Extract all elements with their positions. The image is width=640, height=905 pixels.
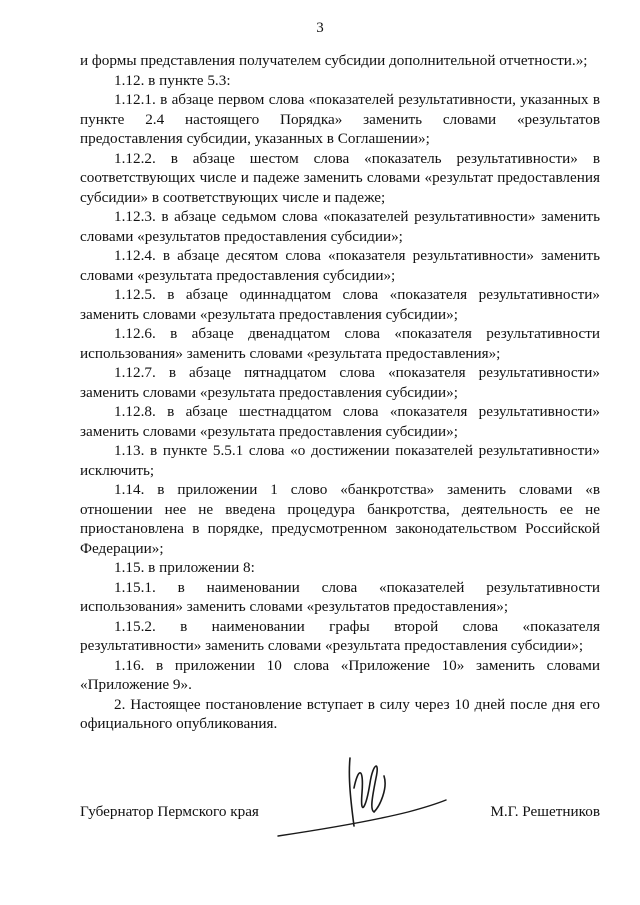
paragraph: 1.12.3. в абзаце седьмом слова «показателей результативности» заменить словами «результатов предоставления субсидии»; xyxy=(80,208,600,245)
paragraph: 1.15.1. в наименовании слова «показателей результативности использования» заменить словами «результатов предоставления»; xyxy=(80,578,600,615)
paragraph: 1.16. в приложении 10 слова «Приложение 10» заменить словами «Приложение 9». xyxy=(80,656,600,693)
paragraph: 1.13. в пункте 5.5.1 слова «о достижении показателей результативности» исключить; xyxy=(80,442,600,479)
signatory-title: Губернатор Пермского края xyxy=(80,803,259,820)
paragraph: 1.12.6. в абзаце двенадцатом слова «показателя результативности использования» заменить словами «результата предоставления»; xyxy=(80,325,600,362)
paragraph: 1.12.4. в абзаце десятом слова «показателя результативности» заменить словами «результата предоставления субсидии»; xyxy=(80,247,600,284)
paragraph: 1.14. в приложении 1 слово «банкротства» заменить словами «в отношении нее не введена процедура банкротства, деятельность ее не приостановлена в порядке, предусмотренном законодательством Российской Федерации»; xyxy=(80,481,600,557)
paragraph: 1.12.8. в абзаце шестнадцатом слова «показателя результативности» заменить словами «результата предоставления субсидии»; xyxy=(80,403,600,440)
page-number: 3 xyxy=(316,20,324,36)
document-body xyxy=(80,51,600,734)
paragraph: 1.15. в приложении 8: xyxy=(114,559,255,576)
handwritten-signature xyxy=(258,748,458,853)
signatory-name: М.Г. Решетников xyxy=(490,803,600,820)
paragraph: 1.12. в пункте 5.3: xyxy=(114,71,231,89)
paragraph: и формы представления получателем субсидии дополнительной отчетности.»; xyxy=(80,52,588,69)
paragraph: 1.12.2. в абзаце шестом слова «показатель результативности» в соответствующих числе и падеже заменить словами «результат предоставления субсидии» в соответствующих числе и падеже; xyxy=(80,149,600,206)
paragraph: 1.12.1. в абзаце первом слова «показателей результативности, указанных в пункте 2.4 настоящего Порядка» заменить словами «результатов предоставления субсидии, указанных в Соглашении»; xyxy=(80,91,600,147)
paragraph: 1.15.2. в наименовании графы второй слова «показателя результативности» заменить словами «результата предоставления субсидии»; xyxy=(80,617,600,654)
paragraph: 2. Настоящее постановление вступает в силу через 10 дней после дня его официального опубликования. xyxy=(80,695,600,732)
paragraph: 1.12.5. в абзаце одиннадцатом слова «показателя результативности» заменить словами «результата предоставления субсидии»; xyxy=(80,286,600,323)
paragraph: 1.12.7. в абзаце пятнадцатом слова «показателя результативности» заменить словами «результата предоставления субсидии»; xyxy=(80,364,600,401)
